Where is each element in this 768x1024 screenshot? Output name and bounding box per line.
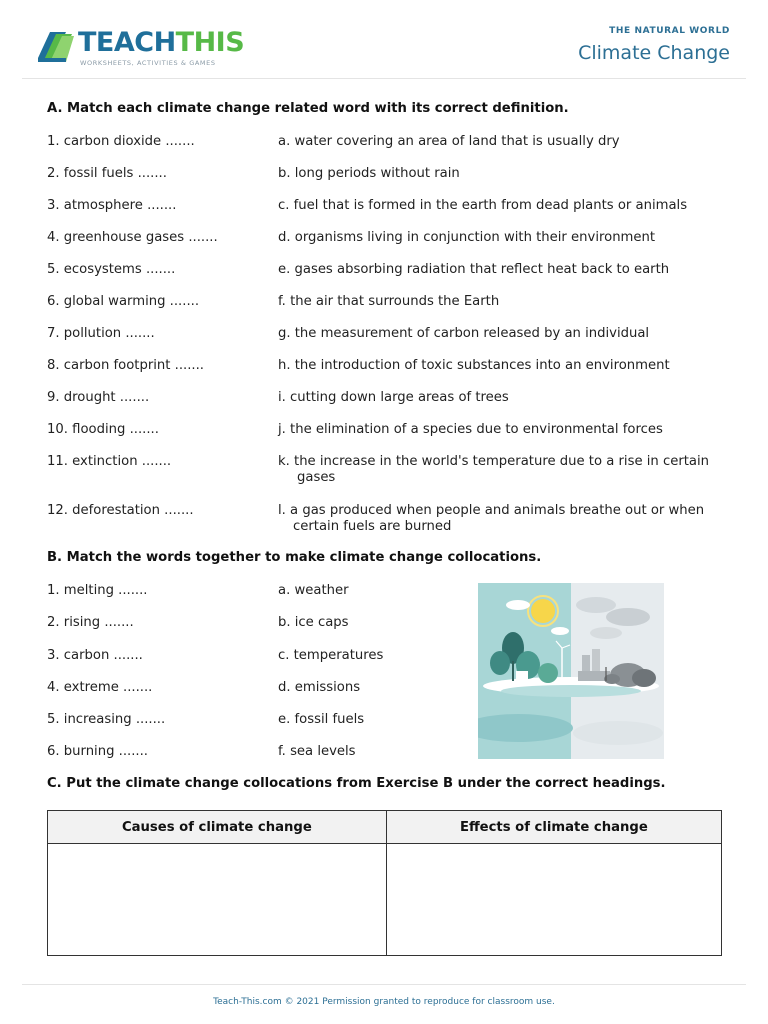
definition-item: a. water covering an area of land that is usually dry [278, 134, 620, 149]
definition-item: c. fuel that is formed in the earth from dead plants or animals [278, 198, 688, 213]
collocation-match: e. fossil fuels [278, 712, 365, 727]
page-title: Climate Change [578, 42, 730, 64]
copyright-text: Teach-This.com © 2021 Permission granted to reproduce for classroom use. [213, 997, 555, 1007]
word-item: 1. carbon dioxide ....... [47, 134, 195, 149]
definition-item: l. a gas produced when people and animals breathe out or when certain fuels are burned [278, 503, 705, 534]
causes-answer-cell[interactable] [48, 844, 387, 956]
word-item: 11. extinction ....... [47, 454, 172, 469]
logo-tagline: WORKSHEETS, ACTIVITIES & GAMES [80, 59, 216, 67]
collocation-word: 6. burning ....... [47, 744, 148, 759]
definition-item: g. the measurement of carbon released by an individual [278, 326, 650, 341]
page-footer [22, 984, 746, 1007]
climate-illustration [478, 583, 664, 759]
section-a-title: A. Match each climate change related word with its correct definition. [47, 101, 569, 116]
logo-this: THIS [175, 27, 245, 58]
collocation-word: 1. melting ....... [47, 583, 148, 598]
collocation-match: d. emissions [278, 680, 361, 695]
effects-heading: Effects of climate change [386, 811, 721, 844]
definition-item: j. the elimination of a species due to environmental forces [278, 422, 663, 437]
collocation-table [47, 810, 722, 956]
collocation-word: 3. carbon ....... [47, 648, 143, 663]
logo-wordmark [78, 28, 244, 58]
word-item: 9. drought ....... [47, 390, 150, 405]
collocation-word: 5. increasing ....... [47, 712, 166, 727]
word-item: 6. global warming ....... [47, 294, 200, 309]
collocation-match: c. temperatures [278, 648, 384, 663]
definition-item: e. gases absorbing radiation that reflect heat back to earth [278, 262, 670, 277]
definition-item: k. the increase in the world's temperature due to a rise in certain gases [278, 454, 710, 485]
definition-item: i. cutting down large areas of trees [278, 390, 509, 405]
effects-answer-cell[interactable] [386, 844, 721, 956]
logo-teach: TEACH [78, 27, 176, 58]
definition-item: d. organisms living in conjunction with their environment [278, 230, 656, 245]
word-item: 8. carbon footprint ....... [47, 358, 204, 373]
section-c-title: C. Put the climate change collocations from Exercise B under the correct headings. [47, 776, 666, 791]
book-icon [36, 24, 76, 66]
word-item: 3. atmosphere ....... [47, 198, 177, 213]
collocation-word: 2. rising ....... [47, 615, 134, 630]
word-item: 2. fossil fuels ....... [47, 166, 167, 181]
causes-heading: Causes of climate change [48, 811, 387, 844]
section-b-title: B. Match the words together to make climate change collocations. [47, 550, 542, 565]
word-item: 7. pollution ....... [47, 326, 155, 341]
word-item: 10. flooding ....... [47, 422, 159, 437]
header-topic [578, 26, 730, 64]
definition-item: h. the introduction of toxic substances into an environment [278, 358, 670, 373]
topic-kicker: THE NATURAL WORLD [609, 26, 730, 36]
collocation-word: 4. extreme ....... [47, 680, 153, 695]
definition-item: f. the air that surrounds the Earth [278, 294, 500, 309]
word-item: 12. deforestation ....... [47, 503, 194, 518]
word-item: 4. greenhouse gases ....... [47, 230, 218, 245]
collocation-match: f. sea levels [278, 744, 356, 759]
definition-item: b. long periods without rain [278, 166, 460, 181]
collocation-match: b. ice caps [278, 615, 349, 630]
collocation-match: a. weather [278, 583, 349, 598]
word-item: 5. ecosystems ....... [47, 262, 176, 277]
page-header [22, 18, 746, 79]
